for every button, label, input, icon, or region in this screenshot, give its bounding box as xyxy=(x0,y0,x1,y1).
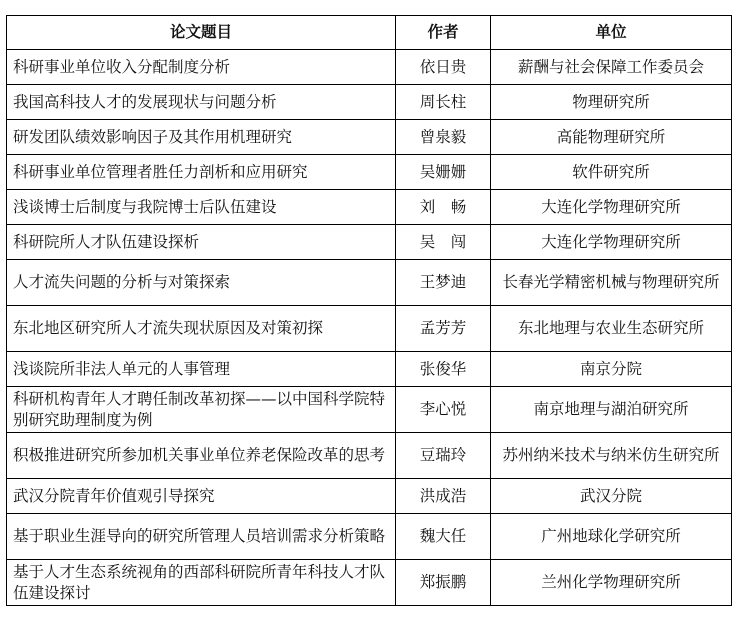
paper-unit: 大连化学物理研究所 xyxy=(491,190,732,225)
table-row xyxy=(7,514,732,560)
paper-author: 豆瑞玲 xyxy=(396,433,491,479)
paper-title: 基于人才生态系统视角的西部科研院所青年科技人才队伍建设探讨 xyxy=(7,560,396,606)
table-header-row xyxy=(7,16,732,50)
paper-unit: 薪酬与社会保障工作委员会 xyxy=(491,50,732,85)
paper-author: 吴 闯 xyxy=(396,225,491,260)
paper-title: 积极推进研究所参加机关事业单位养老保险改革的思考 xyxy=(7,433,396,479)
table-row xyxy=(7,225,732,260)
paper-unit: 物理研究所 xyxy=(491,85,732,120)
table-row xyxy=(7,479,732,514)
paper-unit: 南京分院 xyxy=(491,352,732,387)
paper-title: 武汉分院青年价值观引导探究 xyxy=(7,479,396,514)
paper-title: 东北地区研究所人才流失现状原因及对策初探 xyxy=(7,306,396,352)
paper-author: 洪成浩 xyxy=(396,479,491,514)
paper-author: 王梦迪 xyxy=(396,260,491,306)
paper-author: 孟芳芳 xyxy=(396,306,491,352)
table-row xyxy=(7,50,732,85)
table-row xyxy=(7,190,732,225)
paper-author: 周长柱 xyxy=(396,85,491,120)
paper-title: 科研院所人才队伍建设探析 xyxy=(7,225,396,260)
paper-unit: 软件研究所 xyxy=(491,155,732,190)
paper-title: 浅谈博士后制度与我院博士后队伍建设 xyxy=(7,190,396,225)
table-row xyxy=(7,387,732,433)
table-row xyxy=(7,260,732,306)
paper-unit: 高能物理研究所 xyxy=(491,120,732,155)
paper-unit: 大连化学物理研究所 xyxy=(491,225,732,260)
paper-author: 吴姗姗 xyxy=(396,155,491,190)
paper-title: 科研机构青年人才聘任制改革初探——以中国科学院特别研究助理制度为例 xyxy=(7,387,396,433)
papers-table xyxy=(6,15,732,606)
paper-author: 刘 畅 xyxy=(396,190,491,225)
table-row xyxy=(7,85,732,120)
table-row xyxy=(7,560,732,606)
paper-title: 科研事业单位收入分配制度分析 xyxy=(7,50,396,85)
header-author: 作者 xyxy=(396,16,491,50)
paper-title: 人才流失问题的分析与对策探索 xyxy=(7,260,396,306)
table-row xyxy=(7,352,732,387)
paper-unit: 长春光学精密机械与物理研究所 xyxy=(491,260,732,306)
paper-title: 科研事业单位管理者胜任力剖析和应用研究 xyxy=(7,155,396,190)
header-title: 论文题目 xyxy=(7,16,396,50)
header-unit: 单位 xyxy=(491,16,732,50)
table-row xyxy=(7,155,732,190)
table-row xyxy=(7,306,732,352)
paper-author: 依日贵 xyxy=(396,50,491,85)
paper-unit: 苏州纳米技术与纳米仿生研究所 xyxy=(491,433,732,479)
paper-unit: 南京地理与湖泊研究所 xyxy=(491,387,732,433)
paper-author: 魏大任 xyxy=(396,514,491,560)
table-row xyxy=(7,433,732,479)
paper-title: 我国高科技人才的发展现状与问题分析 xyxy=(7,85,396,120)
paper-author: 张俊华 xyxy=(396,352,491,387)
paper-unit: 东北地理与农业生态研究所 xyxy=(491,306,732,352)
paper-author: 曾泉毅 xyxy=(396,120,491,155)
paper-title: 研发团队绩效影响因子及其作用机理研究 xyxy=(7,120,396,155)
paper-unit: 兰州化学物理研究所 xyxy=(491,560,732,606)
paper-unit: 武汉分院 xyxy=(491,479,732,514)
paper-title: 浅谈院所非法人单元的人事管理 xyxy=(7,352,396,387)
paper-title: 基于职业生涯导向的研究所管理人员培训需求分析策略 xyxy=(7,514,396,560)
paper-author: 李心悦 xyxy=(396,387,491,433)
paper-author: 郑振鹏 xyxy=(396,560,491,606)
table-row xyxy=(7,120,732,155)
paper-unit: 广州地球化学研究所 xyxy=(491,514,732,560)
